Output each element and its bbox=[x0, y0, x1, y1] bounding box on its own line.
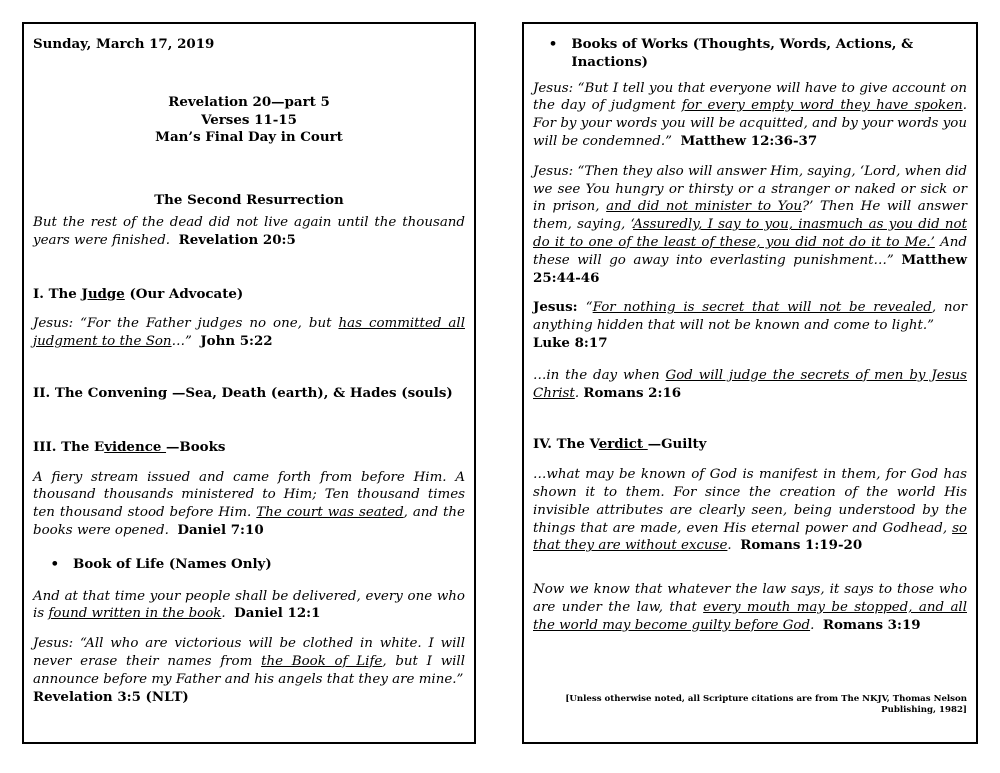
john-5-22-quote: Jesus: “For the Father judges no one, but has committed all judgment to the Son…” John 5:22 bbox=[33, 316, 465, 350]
romans-2-16-quote: …in the day when God will judge the secrets of men by Jesus Christ. Romans 2:16 bbox=[533, 367, 968, 401]
scripture-footnote: [Unless otherwise noted, all Scripture citations are from The NKJV, Thomas Nelson Publishing, 1982] bbox=[565, 694, 967, 715]
luke-8-17-quote: Jesus: “For nothing is secret that will not be revealed, nor anything hidden that will not be known and come to light.” Luke 8:17 bbox=[533, 299, 967, 351]
left-panel bbox=[22, 22, 476, 744]
matthew-25-44-quote: Jesus: “Then they also will answer Him, saying, ‘Lord, when did we see You hungry or thirsty or a stranger or naked or sick or in prison, and did not minister to You?’ Then He will answer them, saying, ‘Assuredly, I say to you, inasmuch as you did not do it to one of the least of these, you did not do it to Me.’ And these will go away into everlasting punishment…” Matthew 25:44-46 bbox=[533, 163, 967, 286]
revelation-3-5-quote: Jesus: “All who are victorious will be clothed in white. I will never erase their names from the Book of Life, but I will announce before my Father and his angels that they are mine.” Revelation 3:5 (NLT) bbox=[33, 636, 465, 705]
evidence-heading: III. The Evidence —Books bbox=[33, 438, 226, 455]
section-heading: The Second Resurrection bbox=[154, 192, 344, 209]
romans-3-19-quote: Now we know that whatever the law says, it says to those who are under the law, that every mouth may be stopped, and all the world may become guilty before God. Romans 3:19 bbox=[533, 582, 967, 633]
book-of-life-bullet: • Book of Life (Names Only) bbox=[33, 556, 465, 574]
date: Sunday, March 17, 2019 bbox=[33, 36, 215, 52]
romans-1-19-quote: …what may be known of God is manifest in them, for God has shown it to them. For since the creation of the world His invisible attributes are clearly seen, being understood by the things that are made, even His eternal power and Godhead, so that they are without excuse. Romans 1:19-20 bbox=[533, 467, 967, 554]
sermon-title: Revelation 20—part 5 Verses 11-15 Man’s Final Day in Court bbox=[155, 93, 343, 146]
matthew-12-36-quote: Jesus: “But I tell you that everyone will have to give account on the day of judgment for every empty word they have spoken. For by your words you will be acquitted, and by your words you will be condemned.” Matthew 12:36-37 bbox=[533, 80, 967, 149]
right-panel bbox=[522, 22, 978, 744]
convening-heading: II. The Convening —Sea, Death (earth), & Hades (souls) bbox=[33, 384, 453, 401]
daniel-7-10-quote: A fiery stream issued and came forth from before Him. A thousand thousands ministered to Him; Ten thousand times ten thousand stood before Him. The court was seated, and the books were opened. Daniel 7:10 bbox=[33, 469, 465, 538]
revelation-20-5-quote: But the rest of the dead did not live again until the thousand years were finished. Revelation 20:5 bbox=[33, 214, 465, 248]
daniel-12-1-quote: And at that time your people shall be delivered, every one who is found written in the book. Daniel 12:1 bbox=[33, 588, 465, 622]
verdict-heading: IV. The Verdict —Guilty bbox=[533, 436, 707, 453]
bullet-dot-icon: • bbox=[50, 555, 59, 572]
judge-heading: I. The Judge (Our Advocate) bbox=[33, 285, 244, 302]
books-of-works-bullet: • Books of Works (Thoughts, Words, Actions, & Inactions) bbox=[533, 36, 967, 72]
bullet-dot-icon: • bbox=[548, 36, 558, 52]
